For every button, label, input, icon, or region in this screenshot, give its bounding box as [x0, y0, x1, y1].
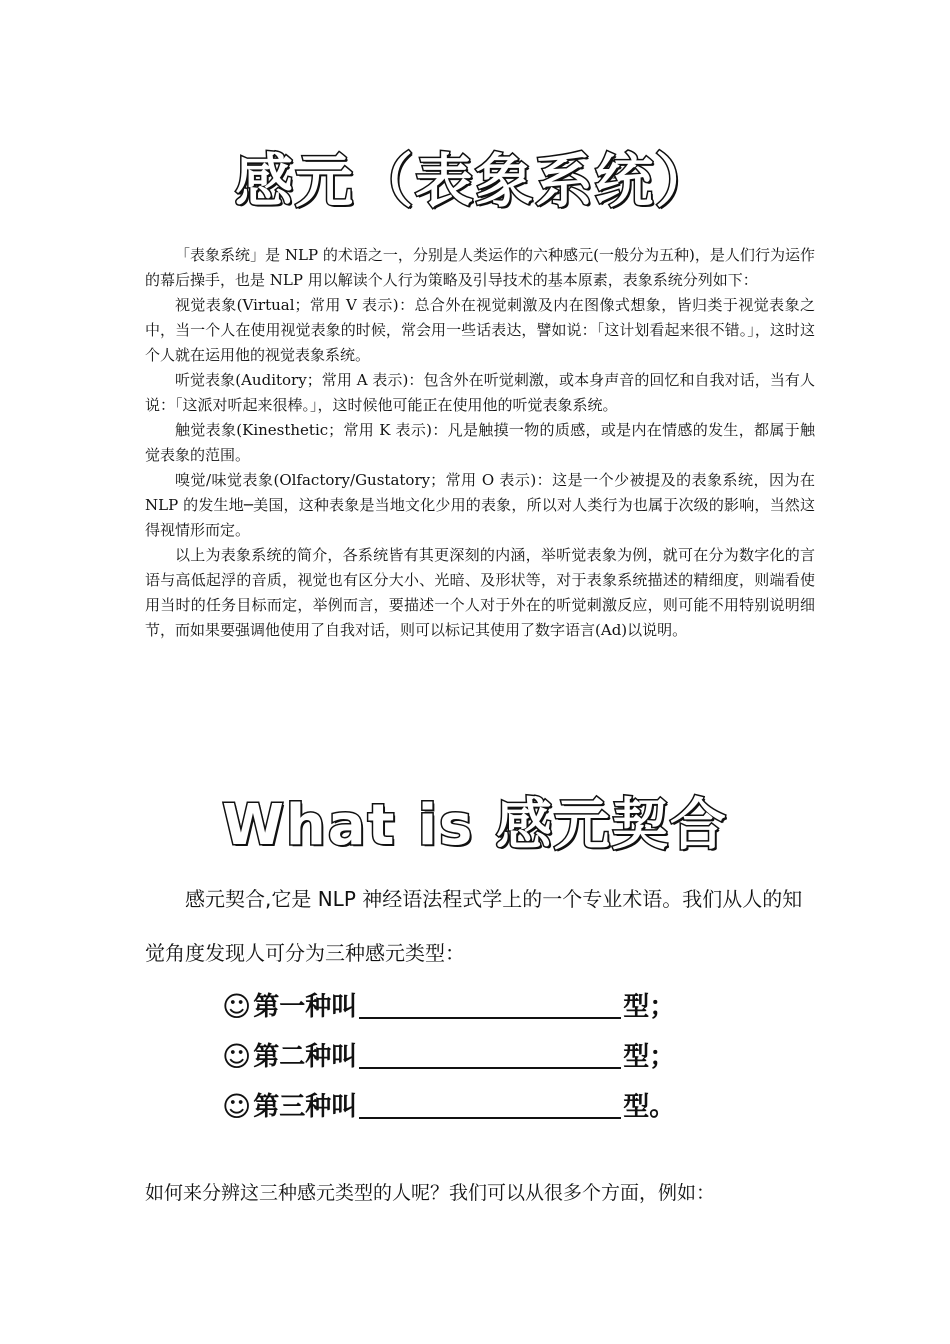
kinesthetic-paragraph: 触觉表象(Kinesthetic；常用 K 表示)：凡是触摸一物的质感，或是内在情感的发生，都属于触觉表象的范围。 — [145, 421, 815, 464]
fill-in-blank — [359, 987, 621, 1019]
fill-in-item — [222, 1023, 742, 1073]
fill-in-list — [222, 973, 742, 1123]
fill-in-suffix: 型。 — [623, 1092, 676, 1122]
visual-paragraph: 视觉表象(Virtual；常用 V 表示)：总合外在视觉刺激及内在图像式想象，皆归类于视觉表象之中，当一个人在使用视觉表象的时候，常会用一些话表达，譬如说：「这计划看起来很不错。」，这时这个人就在运用他的视觉表象系统。 — [145, 296, 815, 364]
closing-line: 如何来分辨这三种感元类型的人呢？我们可以从很多个方面，例如： — [145, 1182, 716, 1204]
olfactory-paragraph: 嗅觉/味觉表象(Olfactory/Gustatory；常用 O 表示)：这是一个少被提及的表象系统，因为在 NLP 的发生地─美国，这种表象是当地文化少用的表象，所以对人类行为也属于次级的影响，当然这得视情形而定。 — [145, 471, 815, 539]
smiley-icon: ☺ — [222, 1040, 252, 1073]
fill-in-prefix: 第二种叫 — [253, 1042, 358, 1072]
fill-in-prefix: 第三种叫 — [253, 1092, 358, 1122]
fill-in-blank — [359, 1087, 621, 1119]
lead-section — [145, 872, 810, 980]
lead-paragraph: 感元契合,它是 NLP 神经语法程式学上的一个专业术语。我们从人的知觉角度发现人可分为三种感元类型： — [145, 887, 803, 965]
smiley-icon: ☺ — [222, 1090, 252, 1123]
intro-paragraph: 「表象系统」是 NLP 的术语之一，分别是人类运作的六种感元(一般分为五种)，是人们行为运作的幕后操手，也是 NLP 用以解读个人行为策略及引导技术的基本原素，表象系统分列如下： — [145, 246, 815, 289]
fill-in-suffix: 型； — [623, 1042, 676, 1072]
fill-in-suffix: 型； — [623, 992, 676, 1022]
fill-in-item — [222, 973, 742, 1023]
fill-in-prefix: 第一种叫 — [253, 992, 358, 1022]
fill-in-blank — [359, 1037, 621, 1069]
intro-section — [145, 243, 815, 643]
smiley-icon: ☺ — [222, 990, 252, 1023]
main-title: 感元（表象系统） — [234, 147, 715, 215]
fill-in-item — [222, 1073, 742, 1123]
section-title: What is 感元契合 — [222, 793, 728, 858]
auditory-paragraph: 听觉表象(Auditory；常用 A 表示)：包含外在听觉刺激，或本身声音的回忆和自我对话，当有人说：「这派对听起来很棒。」，这时候他可能正在使用他的听觉表象系统。 — [145, 371, 815, 414]
summary-paragraph: 以上为表象系统的简介，各系统皆有其更深刻的内涵，举听觉表象为例，就可在分为数字化的言语与高低起浮的音质，视觉也有区分大小、光暗、及形状等，对于表象系统描述的精细度，则端看使用当时的任务目标而定，举例而言，要描述一个人对于外在的听觉刺激反应，则可能不用特别说明细节，而如果要强调他使用了自我对话，则可以标记其使用了数字语言(Ad)以说明。 — [145, 546, 815, 639]
